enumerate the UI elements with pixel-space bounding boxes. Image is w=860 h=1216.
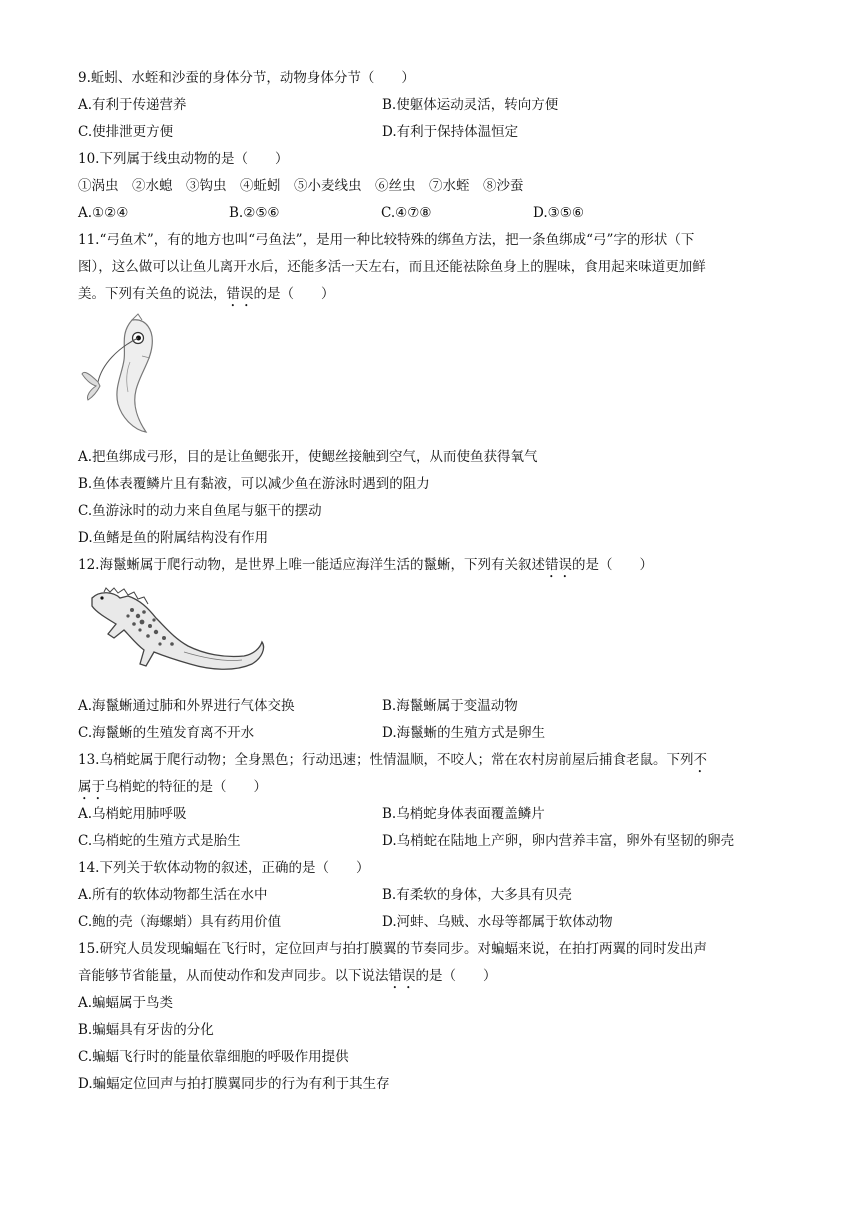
q13-option-c: C.乌梢蛇的生殖方式是胎生 xyxy=(78,833,241,849)
q14-option-c: C.鲍的壳（海螺蛸）具有药用价值 xyxy=(78,914,282,930)
emphasis-mark: 错误 xyxy=(544,557,572,573)
q10-stem: 10.下列属于线虫动物的是（ ） xyxy=(78,151,289,167)
emphasis-mark: 属于 xyxy=(78,779,105,795)
q14-stem: 14.下列关于软体动物的叙述，正确的是（ ） xyxy=(78,860,370,876)
q11-stem-line3: 美。下列有关鱼的说法，错误的是（ ） xyxy=(78,286,335,302)
q12-option-a: A.海鬣蜥通过肺和外界进行气体交换 xyxy=(78,698,295,714)
q11-stem-line1: 11.“弓鱼术”，有的地方也叫“弓鱼法”，是用一种比较特殊的绑鱼方法，把一条鱼绑成“弓”字的形状（下 xyxy=(78,232,695,248)
q13-option-b: B.乌梢蛇身体表面覆盖鳞片 xyxy=(382,806,545,822)
q12-option-d: D.海鬣蜥的生殖方式是卵生 xyxy=(382,725,546,741)
q15-option-b: B.蝙蝠具有牙齿的分化 xyxy=(78,1022,214,1038)
bow-shaped-fish-image xyxy=(80,312,162,438)
q11-option-d: D.鱼鳍是鱼的附属结构没有作用 xyxy=(78,530,269,546)
q10-option-a: A.①②④ xyxy=(78,205,129,221)
q11-option-c: C.鱼游泳时的动力来自鱼尾与躯干的摆动 xyxy=(78,503,322,519)
q15-stem-line2: 音能够节省能量，从而使动作和发声同步。以下说法错误的是（ ） xyxy=(78,968,497,984)
q14-option-b: B.有柔软的身体，大多具有贝壳 xyxy=(382,887,572,903)
q12-option-c: C.海鬣蜥的生殖发育离不开水 xyxy=(78,725,255,741)
emphasis-mark: 错误 xyxy=(226,286,254,302)
q9-option-a: A.有利于传递营养 xyxy=(78,97,187,113)
q9-stem: 9.蚯蚓、水蛭和沙蚕的身体分节，动物身体分节（ ） xyxy=(78,70,415,86)
q13-stem-line1: 13.乌梢蛇属于爬行动物；全身黑色；行动迅速；性情温顺，不咬人；常在农村房前屋后捕食老鼠。下列不 xyxy=(78,752,707,768)
q15-stem-line1: 15.研究人员发现蝙蝠在飞行时，定位回声与拍打膜翼的节奏同步。对蝙蝠来说，在拍打两翼的同时发出声 xyxy=(78,941,707,957)
q9-option-c: C.使排泄更方便 xyxy=(78,124,174,140)
q11-stem-line2: 图），这么做可以让鱼儿离开水后，还能多活一天左右，而且还能祛除鱼身上的腥味，食用起来味道更加鲜 xyxy=(78,259,706,275)
marine-iguana-image xyxy=(84,586,268,688)
q13-stem-line2: 属于乌梢蛇的特征的是（ ） xyxy=(78,779,267,795)
q13-option-d: D.乌梢蛇在陆地上产卵，卵内营养丰富，卵外有坚韧的卵壳 xyxy=(382,833,735,849)
q11-option-a: A.把鱼绑成弓形，目的是让鱼鳃张开，使鳃丝接触到空气，从而使鱼获得氧气 xyxy=(78,449,538,465)
emphasis-mark: 不 xyxy=(693,752,707,768)
q10-option-d: D.③⑤⑥ xyxy=(533,205,584,221)
q10-option-b: B.②⑤⑥ xyxy=(229,205,280,221)
q11-option-b: B.鱼体表覆鳞片且有黏液，可以减少鱼在游泳时遇到的阻力 xyxy=(78,476,430,492)
q10-items: ①涡虫 ②水螅 ③钩虫 ④蚯蚓 ⑤小麦线虫 ⑥丝虫 ⑦水蛭 ⑧沙蚕 xyxy=(78,178,524,194)
q15-option-a: A.蝙蝠属于鸟类 xyxy=(78,995,174,1011)
q9-option-d: D.有利于保持体温恒定 xyxy=(382,124,519,140)
q14-option-a: A.所有的软体动物都生活在水中 xyxy=(78,887,268,903)
q15-option-c: C.蝙蝠飞行时的能量依靠细胞的呼吸作用提供 xyxy=(78,1049,349,1065)
q12-option-b: B.海鬣蜥属于变温动物 xyxy=(382,698,518,714)
q9-option-b: B.使躯体运动灵活，转向方便 xyxy=(382,97,559,113)
q14-option-d: D.河蚌、乌贼、水母等都属于软体动物 xyxy=(382,914,613,930)
q15-option-d: D.蝙蝠定位回声与拍打膜翼同步的行为有利于其生存 xyxy=(78,1076,390,1092)
q10-option-c: C.④⑦⑧ xyxy=(381,205,432,221)
q12-stem: 12.海鬣蜥属于爬行动物，是世界上唯一能适应海洋生活的鬣蜥，下列有关叙述错误的是（ ） xyxy=(78,557,653,573)
emphasis-mark: 错误 xyxy=(388,968,416,984)
q13-option-a: A.乌梢蛇用肺呼吸 xyxy=(78,806,187,822)
